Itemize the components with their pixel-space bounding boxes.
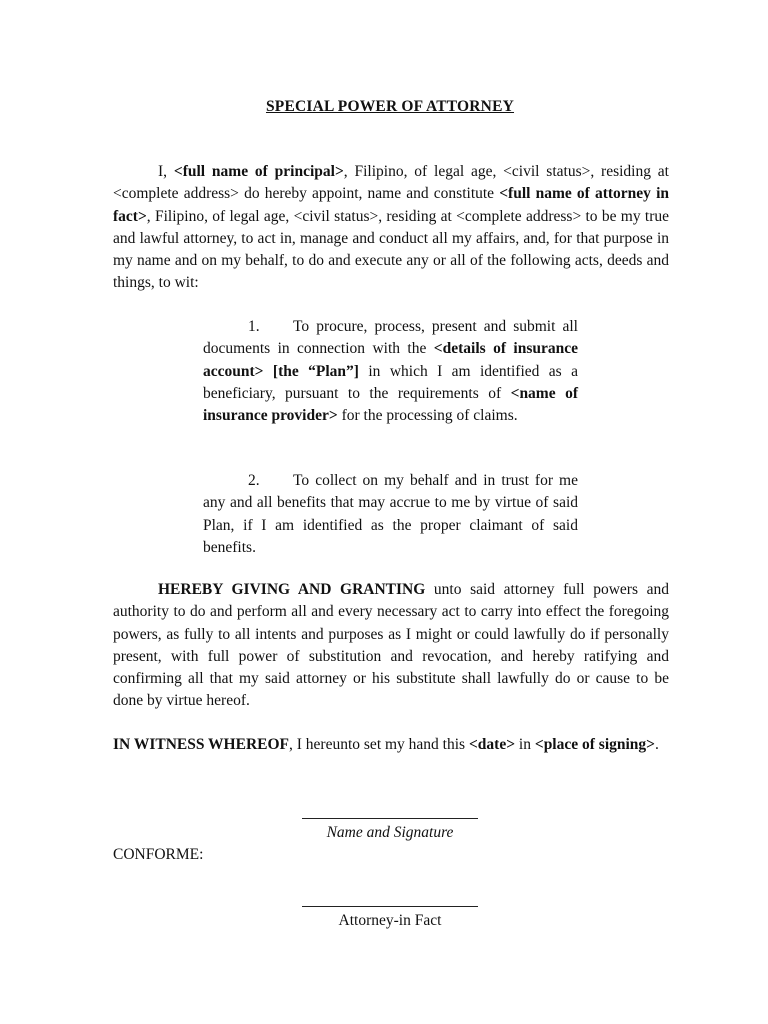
document-title: SPECIAL POWER OF ATTORNEY [265,98,515,115]
witness-text-c: . [655,736,659,753]
p1-text-a: , Filipino, of legal age, <civil status>, residing at <complete address> do hereby appoint, name and constitute [113,163,669,203]
principal-signature-line [302,818,478,819]
granting-lead: HEREBY GIVING AND GRANTING [158,581,426,598]
item-1-text-b [264,363,273,380]
witness-lead: IN WITNESS WHEREOF [113,736,290,753]
witness-text-b: in [515,736,535,753]
insurance-details-placeholder: <details of insurance account> [203,340,578,380]
item-2-number: 2. [248,472,260,489]
power-item-2 [203,470,578,559]
power-item-1 [203,316,578,427]
item-1-text-d: for the processing of claims. [337,407,518,425]
attorney-signature-line [302,906,478,907]
insurance-provider-placeholder: <name of insurance provider> [203,384,578,425]
witness-text-a: , I hereunto set my hand this [289,736,469,753]
principal-signature-label: Name and Signature [326,824,454,841]
item-2-text: To collect on my behalf and in trust for me any and all benefits that may accrue to me by virtue of said Plan, if I am identified as the proper claimant of said benefits. [203,472,578,556]
p1-lead: I, [158,163,174,180]
item-1-text-c: in which I am identified as a beneficiary, pursuant to the requirements of [203,362,578,402]
item-1-text-a: To procure, process, present and submit all documents in connection with the [203,318,578,358]
appointment-paragraph [113,161,669,295]
plan-term: [the “Plan”] [272,362,359,380]
granting-paragraph [113,579,669,713]
p1-text-b: , Filipino, of legal age, <civil status>, residing at <complete address> to be my true and lawful attorney, to act in, manage and conduct all my affairs, and, for that purpose in my name and on my behalf, to do and execute any or all of the following acts, deeds and things, to wit: [113,207,669,292]
witness-paragraph [113,734,669,756]
attorney-name-placeholder: <full name of attorney in fact> [113,185,669,225]
item-1-number: 1. [248,318,260,335]
date-placeholder: <date> [468,736,516,753]
attorney-signature-label: Attorney-in Fact [338,912,442,929]
place-placeholder: <place of signing> [534,736,656,753]
conforme-label: CONFORME: [113,846,204,863]
principal-name-placeholder: <full name of principal> [173,163,344,180]
granting-text: unto said attorney full powers and authority to do and perform all and every necessary act to carry into effect the foregoing powers, as fully to all intents and purposes as I might or could lawfully do if personally present, with full power of substitution and revocation, and hereby ratifying and confirming all that my said attorney or his substitute shall lawfully do or cause to be done by virtue hereof. [113,581,669,710]
